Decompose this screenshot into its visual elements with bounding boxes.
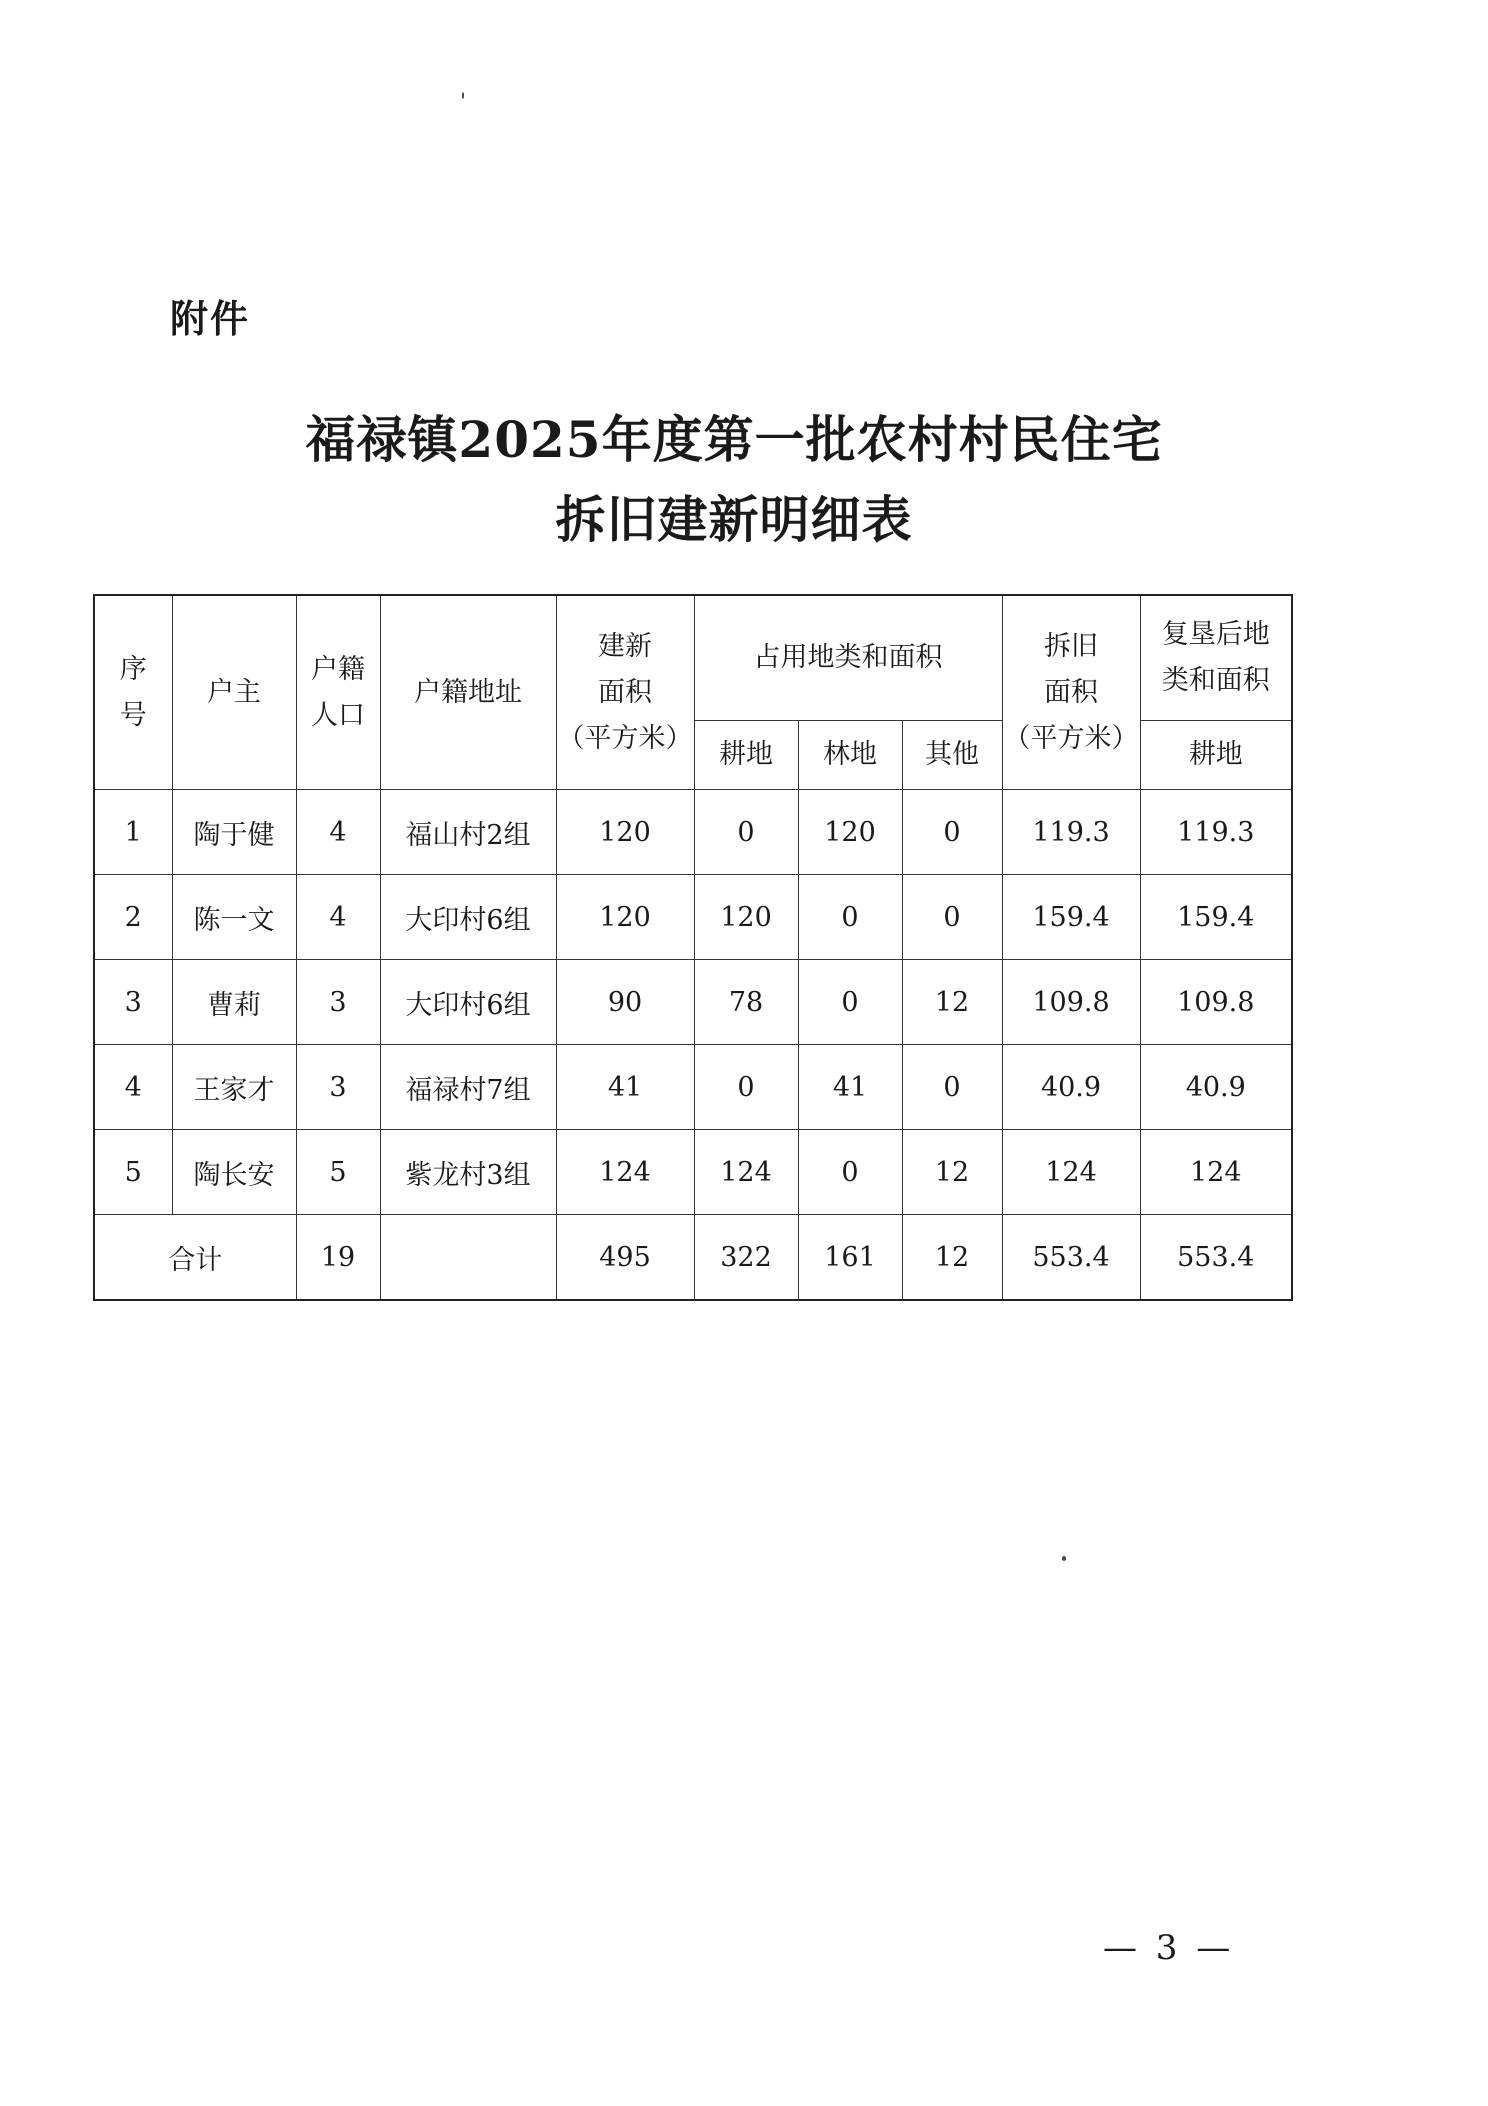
- scan-speck: [462, 92, 464, 99]
- header-new-area: 建新 面积 （平方米）: [556, 595, 694, 790]
- cell-population: 3: [296, 1045, 380, 1130]
- header-address: 户籍地址: [380, 595, 556, 790]
- cell-seq: 1: [94, 790, 172, 875]
- cell-new-area: 41: [556, 1045, 694, 1130]
- cell-owner: 陈一文: [172, 875, 296, 960]
- scan-speck: [1062, 1556, 1066, 1561]
- header-old-area: 拆旧 面积 （平方米）: [1002, 595, 1140, 790]
- cell-farmland: 124: [694, 1130, 798, 1215]
- detail-table: [93, 594, 1293, 1301]
- cell-population: 4: [296, 790, 380, 875]
- page-number: — 3 —: [1103, 1928, 1235, 1968]
- cell-old-area: 159.4: [1002, 875, 1140, 960]
- cell-farmland: 78: [694, 960, 798, 1045]
- total-old-area: 553.4: [1002, 1215, 1140, 1301]
- cell-reclaimed: 159.4: [1140, 875, 1292, 960]
- cell-forest: 0: [798, 1130, 902, 1215]
- cell-owner: 陶长安: [172, 1130, 296, 1215]
- total-other: 12: [902, 1215, 1002, 1301]
- table-row: [94, 790, 1292, 875]
- header-reclaimed-farmland: 耕地: [1140, 721, 1292, 790]
- cell-forest: 0: [798, 875, 902, 960]
- header-owner: 户主: [172, 595, 296, 790]
- cell-seq: 5: [94, 1130, 172, 1215]
- cell-address: 大印村6组: [380, 960, 556, 1045]
- cell-seq: 4: [94, 1045, 172, 1130]
- table-row: [94, 1045, 1292, 1130]
- cell-address: 福山村2组: [380, 790, 556, 875]
- cell-old-area: 40.9: [1002, 1045, 1140, 1130]
- total-reclaimed: 553.4: [1140, 1215, 1292, 1301]
- cell-owner: 曹莉: [172, 960, 296, 1045]
- total-new-area: 495: [556, 1215, 694, 1301]
- cell-old-area: 119.3: [1002, 790, 1140, 875]
- cell-new-area: 120: [556, 875, 694, 960]
- total-address: [380, 1215, 556, 1301]
- table-row: [94, 875, 1292, 960]
- cell-other: 0: [902, 875, 1002, 960]
- total-forest: 161: [798, 1215, 902, 1301]
- cell-other: 0: [902, 1045, 1002, 1130]
- title-line-2: 拆旧建新明细表: [555, 490, 913, 549]
- attachment-label: 附件: [170, 297, 251, 341]
- header-row-1: [94, 595, 1292, 721]
- header-reclaimed: 复垦后地 类和面积: [1140, 595, 1292, 721]
- cell-new-area: 120: [556, 790, 694, 875]
- cell-owner: 陶于健: [172, 790, 296, 875]
- cell-forest: 120: [798, 790, 902, 875]
- cell-forest: 41: [798, 1045, 902, 1130]
- cell-address: 福禄村7组: [380, 1045, 556, 1130]
- cell-farmland: 120: [694, 875, 798, 960]
- table-row: [94, 1130, 1292, 1215]
- cell-forest: 0: [798, 960, 902, 1045]
- total-label: 合计: [94, 1215, 296, 1301]
- cell-farmland: 0: [694, 1045, 798, 1130]
- cell-seq: 2: [94, 875, 172, 960]
- header-occupied: 占用地类和面积: [694, 595, 1002, 721]
- cell-address: 紫龙村3组: [380, 1130, 556, 1215]
- cell-reclaimed: 109.8: [1140, 960, 1292, 1045]
- cell-address: 大印村6组: [380, 875, 556, 960]
- cell-new-area: 90: [556, 960, 694, 1045]
- cell-seq: 3: [94, 960, 172, 1045]
- cell-other: 12: [902, 1130, 1002, 1215]
- title-line-1: 福禄镇2025年度第一批农村村民住宅: [305, 410, 1163, 469]
- total-population: 19: [296, 1215, 380, 1301]
- header-occupied-forest: 林地: [798, 721, 902, 790]
- cell-old-area: 109.8: [1002, 960, 1140, 1045]
- header-occupied-other: 其他: [902, 721, 1002, 790]
- cell-population: 3: [296, 960, 380, 1045]
- header-population: 户籍 人口: [296, 595, 380, 790]
- table-row: [94, 960, 1292, 1045]
- header-occupied-farmland: 耕地: [694, 721, 798, 790]
- header-seq: 序 号: [94, 595, 172, 790]
- total-row: [94, 1215, 1292, 1301]
- cell-owner: 王家才: [172, 1045, 296, 1130]
- cell-other: 12: [902, 960, 1002, 1045]
- cell-new-area: 124: [556, 1130, 694, 1215]
- cell-farmland: 0: [694, 790, 798, 875]
- total-farmland: 322: [694, 1215, 798, 1301]
- cell-reclaimed: 40.9: [1140, 1045, 1292, 1130]
- cell-other: 0: [902, 790, 1002, 875]
- cell-reclaimed: 119.3: [1140, 790, 1292, 875]
- cell-reclaimed: 124: [1140, 1130, 1292, 1215]
- cell-population: 4: [296, 875, 380, 960]
- cell-population: 5: [296, 1130, 380, 1215]
- cell-old-area: 124: [1002, 1130, 1140, 1215]
